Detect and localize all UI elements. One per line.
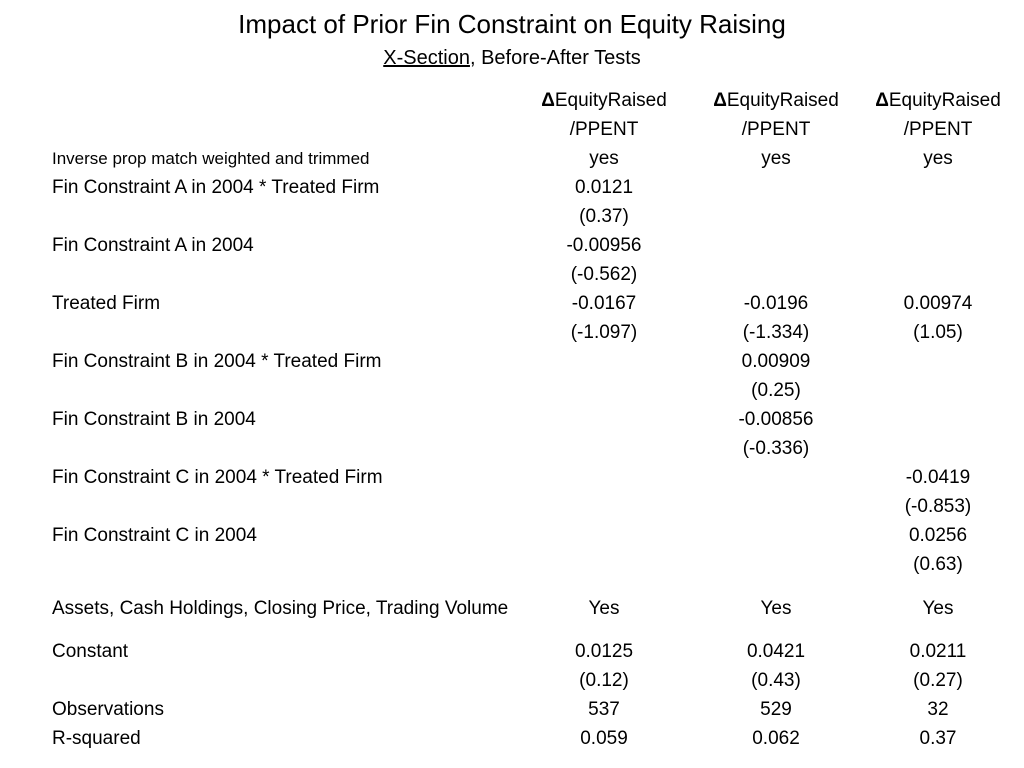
tstat-row xyxy=(44,318,1014,347)
observations-value: 32 xyxy=(927,699,949,720)
tstat-cell xyxy=(518,434,690,463)
tstat-cell xyxy=(518,376,690,405)
tstat-cell xyxy=(518,492,690,521)
tstat-cell xyxy=(862,376,1014,405)
coef-row xyxy=(44,173,1014,202)
coef-cell: 0.0121 xyxy=(574,177,634,198)
tstat-cell: (0.12) xyxy=(579,670,629,691)
header-blank xyxy=(44,115,518,144)
delta-symbol: Δ xyxy=(875,90,889,111)
row-label-blank xyxy=(44,318,518,347)
coef-cell xyxy=(518,405,690,434)
constant-row xyxy=(44,637,1014,666)
tstat-cell xyxy=(862,434,1014,463)
rsquared-label: R-squared xyxy=(52,728,141,749)
row-label: Fin Constraint B in 2004 * Treated Firm xyxy=(52,351,382,372)
observations-row xyxy=(44,695,1014,724)
coef-cell xyxy=(862,405,1014,434)
coef-cell xyxy=(518,463,690,492)
tstat-row xyxy=(44,202,1014,231)
constant-label: Constant xyxy=(52,641,129,662)
col1-header-line1: EquityRaised xyxy=(554,90,667,111)
weighting-value: yes xyxy=(761,148,791,169)
rsquared-value: 0.062 xyxy=(752,728,800,749)
weighting-label: Inverse prop match weighted and trimmed xyxy=(52,149,370,168)
header-blank xyxy=(44,86,518,115)
delta-symbol: Δ xyxy=(541,90,555,111)
tstat-cell xyxy=(690,260,862,289)
row-label: Fin Constraint C in 2004 * Treated Firm xyxy=(52,467,383,488)
subtitle-underlined: X-Section xyxy=(383,47,470,69)
tstat-cell: (-0.562) xyxy=(570,264,638,285)
coef-cell: -0.0419 xyxy=(905,467,971,488)
tstat-cell: (0.37) xyxy=(579,206,629,227)
col2-header xyxy=(690,86,862,115)
coef-cell xyxy=(862,231,1014,260)
coef-cell xyxy=(690,521,862,550)
controls-label: Assets, Cash Holdings, Closing Price, Trading Volume xyxy=(52,597,509,619)
row-label: Fin Constraint C in 2004 xyxy=(52,525,257,546)
coef-cell: -0.00956 xyxy=(566,235,642,256)
rsquared-value: 0.37 xyxy=(919,728,957,749)
tstat-cell xyxy=(518,550,690,579)
coef-cell: 0.0256 xyxy=(908,525,968,546)
observations-value: 529 xyxy=(760,699,792,720)
tstat-cell: (0.27) xyxy=(913,670,963,691)
col3-header-line1: EquityRaised xyxy=(888,90,1001,111)
tstat-cell: (-0.336) xyxy=(742,438,810,459)
coef-cell xyxy=(690,173,862,202)
weighting-row xyxy=(44,144,1014,173)
slide-subtitle xyxy=(0,44,1024,72)
coef-cell: -0.0196 xyxy=(743,293,809,314)
row-label-blank xyxy=(44,202,518,231)
tstat-cell: (0.25) xyxy=(751,380,801,401)
row-label-blank xyxy=(44,260,518,289)
coef-cell: 0.0421 xyxy=(746,641,806,662)
tstat-row xyxy=(44,260,1014,289)
col3-header-line2: /PPENT xyxy=(903,119,973,140)
header-row-1 xyxy=(44,86,1014,115)
coef-row xyxy=(44,463,1014,492)
tstat-cell: (-1.097) xyxy=(570,322,638,343)
coef-cell xyxy=(690,463,862,492)
weighting-value: yes xyxy=(923,148,953,169)
tstat-cell xyxy=(862,202,1014,231)
controls-value: Yes xyxy=(922,597,954,619)
tstat-cell: (0.63) xyxy=(913,554,963,575)
col2-header-line2: /PPENT xyxy=(741,119,811,140)
tstat-row xyxy=(44,376,1014,405)
controls-value: Yes xyxy=(760,597,792,619)
controls-row xyxy=(44,579,1014,637)
coef-row xyxy=(44,347,1014,376)
coef-cell: 0.0125 xyxy=(574,641,634,662)
rsquared-row xyxy=(44,724,1014,753)
coef-cell: 0.00909 xyxy=(741,351,811,372)
coef-cell: -0.00856 xyxy=(738,409,814,430)
row-label-blank xyxy=(44,376,518,405)
row-label-blank xyxy=(44,434,518,463)
controls-value: Yes xyxy=(588,597,620,619)
row-label-blank xyxy=(44,492,518,521)
coef-cell: 0.0211 xyxy=(909,641,967,662)
header-row-2 xyxy=(44,115,1014,144)
col2-header-line1: EquityRaised xyxy=(726,90,839,111)
coef-row xyxy=(44,289,1014,318)
weighting-value: yes xyxy=(589,148,619,169)
observations-value: 537 xyxy=(588,699,620,720)
tstat-row xyxy=(44,434,1014,463)
col3-header xyxy=(862,86,1014,115)
row-label: Fin Constraint A in 2004 xyxy=(52,235,254,256)
coef-cell xyxy=(862,347,1014,376)
tstat-cell xyxy=(690,202,862,231)
constant-tstat-row xyxy=(44,666,1014,695)
coef-cell xyxy=(518,347,690,376)
observations-label: Observations xyxy=(52,699,164,720)
subtitle-rest: , Before-After Tests xyxy=(469,47,641,69)
row-label: Fin Constraint B in 2004 xyxy=(52,409,256,430)
coef-cell: 0.00974 xyxy=(903,293,973,314)
row-label-blank xyxy=(44,550,518,579)
coef-cell xyxy=(690,231,862,260)
tstat-cell xyxy=(690,550,862,579)
coef-cell xyxy=(518,521,690,550)
delta-symbol: Δ xyxy=(713,90,727,111)
tstat-cell: (0.43) xyxy=(751,670,801,691)
tstat-cell xyxy=(862,260,1014,289)
col1-header xyxy=(518,86,690,115)
tstat-cell: (-1.334) xyxy=(742,322,810,343)
tstat-row xyxy=(44,550,1014,579)
regression-table xyxy=(44,86,1014,753)
row-label-blank xyxy=(44,666,518,695)
coef-row xyxy=(44,521,1014,550)
tstat-row xyxy=(44,492,1014,521)
coef-cell: -0.0167 xyxy=(571,293,637,314)
rsquared-value: 0.059 xyxy=(580,728,628,749)
row-label: Fin Constraint A in 2004 * Treated Firm xyxy=(52,177,380,198)
tstat-cell: (1.05) xyxy=(913,322,963,343)
slide-title: Impact of Prior Fin Constraint on Equity Raising xyxy=(238,9,786,39)
tstat-cell: (-0.853) xyxy=(904,496,972,517)
tstat-cell xyxy=(690,492,862,521)
coef-row xyxy=(44,405,1014,434)
coef-row xyxy=(44,231,1014,260)
coef-cell xyxy=(862,173,1014,202)
row-label: Treated Firm xyxy=(52,293,161,314)
col1-header-line2: /PPENT xyxy=(569,119,639,140)
